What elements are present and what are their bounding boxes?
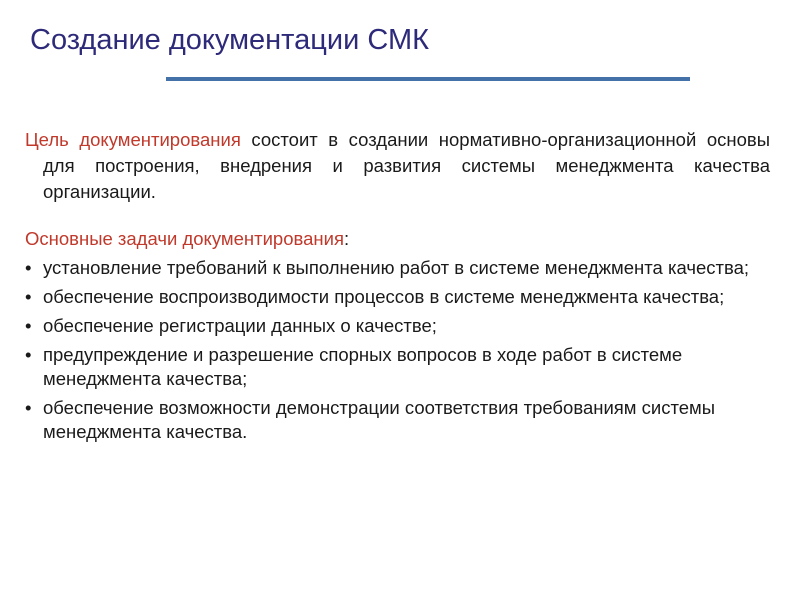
bullet-icon: • xyxy=(25,286,32,307)
bullet-icon: • xyxy=(25,397,32,418)
bullet-icon: • xyxy=(25,344,32,365)
task-list xyxy=(25,256,770,444)
bullet-icon: • xyxy=(25,257,32,278)
task-item xyxy=(25,256,770,280)
task-item xyxy=(25,285,770,309)
tasks-heading-label: Основные задачи документирования xyxy=(25,228,344,249)
tasks-heading-colon: : xyxy=(344,228,350,249)
task-item xyxy=(25,314,770,338)
bullet-icon: • xyxy=(25,315,32,336)
task-item xyxy=(25,396,770,444)
slide-content xyxy=(25,127,770,449)
tasks-heading xyxy=(25,226,770,252)
task-text: предупреждение и разрешение спорных вопросов в ходе работ в системе менеджмента качества; xyxy=(43,344,683,389)
goal-label: Цель документирования xyxy=(25,129,241,150)
task-text: обеспечение возможности демонстрации соответствия требованиям системы менеджмента качества. xyxy=(43,397,716,442)
goal-paragraph xyxy=(25,127,770,205)
goal-text: состоит в создании нормативно-организационной основы для построения, внедрения и развития системы менеджмента качества организации. xyxy=(43,129,771,202)
title-underline xyxy=(166,77,690,81)
slide-title: Создание документации СМК xyxy=(30,24,429,56)
task-text: обеспечение воспроизводимости процессов в системе менеджмента качества; xyxy=(43,286,725,307)
task-text: установление требований к выполнению работ в системе менеджмента качества; xyxy=(43,257,750,278)
task-text: обеспечение регистрации данных о качестве; xyxy=(43,315,437,336)
task-item xyxy=(25,343,770,391)
